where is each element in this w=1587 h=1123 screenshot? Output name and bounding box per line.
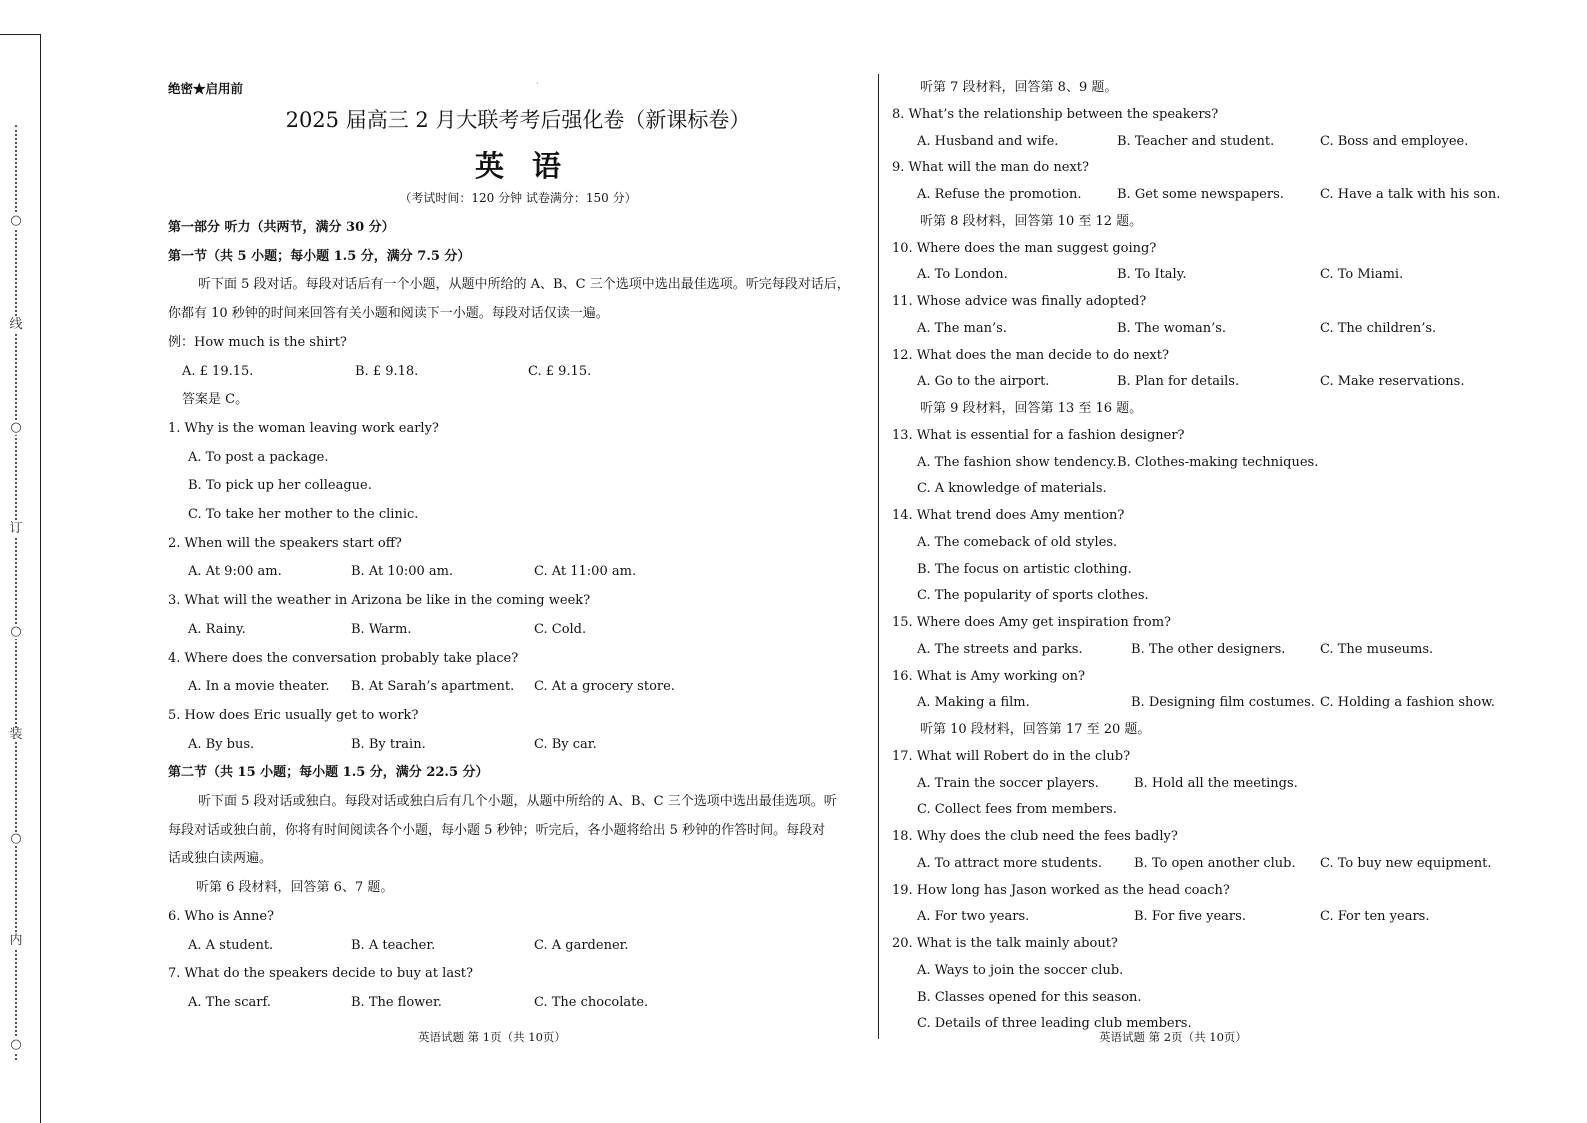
answer-option: C. Have a talk with his son. — [1320, 187, 1501, 202]
section-heading: 第一节（共 5 小题；每小题 1.5 分，满分 7.5 分） — [168, 248, 471, 264]
question-text: 10. Where does the man suggest going? — [892, 240, 1157, 256]
binding-label-inside: 内 — [9, 933, 23, 948]
answer-option: B. Classes opened for this season. — [917, 989, 1142, 1005]
answer-option: B. To Italy. — [1117, 267, 1187, 283]
binding-ring: ○ — [10, 831, 22, 846]
question-text: 7. What do the speakers decide to buy at last? — [168, 966, 473, 982]
answer-option: A. The scarf. — [188, 994, 271, 1010]
question-text: 2. When will the speakers start off? — [168, 535, 402, 551]
instruction-text: 每段对话或独白前，你将有时间阅读各个小题，每小题 5 秒钟；听完后，各小题将给出 5 秒钟的作答时间。每段对 — [168, 822, 826, 838]
answer-option: C. A gardener. — [534, 937, 629, 953]
question-text: 13. What is essential for a fashion designer? — [892, 427, 1185, 443]
answer-option: B. At 10:00 am. — [351, 564, 454, 580]
answer-option: C. The popularity of sports clothes. — [917, 588, 1149, 604]
exam-title: 2025 届高三 2 月大联考考后强化卷（新课标卷） — [285, 108, 751, 132]
answer-option: C. The museums. — [1320, 641, 1434, 657]
answer-option: A. The fashion show tendency. — [917, 454, 1117, 470]
exam-info: （考试时间：120 分钟 试卷满分：150 分） — [399, 191, 637, 205]
answer-option: A. Train the soccer players. — [917, 775, 1099, 791]
answer-option: A. Refuse the promotion. — [917, 187, 1082, 202]
answer-option: B. A teacher. — [351, 937, 436, 953]
listening-material-note: 听第 8 段材料，回答第 10 至 12 题。 — [920, 213, 1143, 229]
answer-option: C. Boss and employee. — [1320, 133, 1469, 149]
answer-option: A. For two years. — [917, 909, 1030, 925]
listening-material-note: 答案是 C。 — [182, 392, 249, 408]
answer-option: B. The flower. — [351, 994, 442, 1010]
binding-ring: ○ — [10, 213, 22, 228]
answer-option: A. To London. — [917, 267, 1008, 283]
question-text: 例：How much is the shirt? — [168, 334, 347, 350]
answer-option: B. For five years. — [1134, 909, 1246, 925]
question-text: 19. How long has Jason worked as the head coach? — [892, 882, 1230, 898]
binding-dotted-line — [15, 125, 17, 1060]
answer-option: B. The other designers. — [1131, 641, 1286, 657]
instruction-text: 听下面 5 段对话。每段对话后有一个小题，从题中所给的 A、B、C 三个选项中选出最佳选项。听完每段对话后， — [198, 277, 850, 293]
answer-option: C. For ten years. — [1320, 909, 1430, 925]
page-footer-left: 英语试题 第 1页（共 10页） — [418, 1030, 566, 1044]
question-text: 4. Where does the conversation probably take place? — [168, 650, 519, 666]
question-text: 14. What trend does Amy mention? — [892, 508, 1125, 523]
binding-ring: ○ — [10, 1037, 22, 1052]
binding-ring: ○ — [10, 624, 22, 639]
answer-option: B. To pick up her colleague. — [188, 478, 372, 494]
question-text: 6. Who is Anne? — [168, 908, 274, 924]
binding-label-bind: 装 — [9, 727, 23, 742]
answer-option: A. Ways to join the soccer club. — [917, 962, 1124, 978]
answer-option: C. At a grocery store. — [534, 679, 675, 695]
answer-option: B. Get some newspapers. — [1117, 187, 1284, 202]
listening-material-note: 听第 7 段材料，回答第 8、9 题。 — [920, 80, 1118, 95]
question-text: 3. What will the weather in Arizona be like in the coming week? — [168, 593, 591, 609]
question-text: 15. Where does Amy get inspiration from? — [892, 615, 1171, 630]
section-heading: 第一部分 听力（共两节，满分 30 分） — [168, 220, 395, 235]
answer-option: A. Go to the airport. — [917, 374, 1050, 390]
answer-option: B. Warm. — [351, 621, 412, 637]
answer-option: C. Collect fees from members. — [917, 802, 1117, 818]
header-dot: · — [536, 79, 539, 88]
answer-option: A. Making a film. — [917, 695, 1030, 711]
answer-option: B. To open another club. — [1134, 855, 1296, 871]
question-text: 5. How does Eric usually get to work? — [168, 707, 419, 723]
instruction-text: 听下面 5 段对话或独白。每段对话或独白后有几个小题，从题中所给的 A、B、C 三个选项中选出最佳选项。听 — [198, 794, 837, 809]
answer-option: B. Teacher and student. — [1117, 133, 1275, 149]
answer-option: C. To take her mother to the clinic. — [188, 507, 419, 522]
answer-option: B. The woman’s. — [1117, 320, 1227, 336]
column-divider — [878, 74, 879, 1039]
answer-option: B. Clothes-making techniques. — [1117, 454, 1319, 470]
binding-bracket — [0, 34, 41, 1123]
answer-option: C. Cold. — [534, 621, 587, 637]
answer-option: A. A student. — [188, 937, 274, 953]
answer-option: C. At 11:00 am. — [534, 564, 637, 580]
page-footer-right: 英语试题 第 2页（共 10页） — [1099, 1030, 1247, 1044]
instruction-text: 话或独白读两遍。 — [168, 851, 273, 867]
answer-option: A. Rainy. — [188, 621, 246, 637]
answer-option: A. In a movie theater. — [188, 679, 330, 695]
binding-label-order: 订 — [9, 521, 23, 536]
answer-option: C. Details of three leading club members. — [917, 1016, 1192, 1032]
answer-option: C. £ 9.15. — [528, 363, 592, 379]
answer-option: B. The focus on artistic clothing. — [917, 561, 1132, 577]
listening-material-note: 听第 10 段材料，回答第 17 至 20 题。 — [920, 722, 1151, 737]
subject-title: 英语 — [474, 149, 589, 183]
question-text: 20. What is the talk mainly about? — [892, 936, 1118, 951]
answer-option: A. The streets and parks. — [917, 641, 1083, 657]
answer-option: A. Husband and wife. — [917, 133, 1059, 149]
answer-option: A. The man’s. — [917, 320, 1007, 336]
confidential-label: 绝密★启用前 — [168, 81, 244, 96]
question-text: 8. What’s the relationship between the speakers? — [892, 106, 1219, 122]
answer-option: C. A knowledge of materials. — [917, 481, 1107, 497]
answer-option: C. Make reservations. — [1320, 374, 1465, 390]
answer-option: C. To buy new equipment. — [1320, 855, 1492, 871]
answer-option: B. Plan for details. — [1117, 374, 1240, 390]
answer-option: B. By train. — [351, 736, 426, 752]
answer-option: B. Hold all the meetings. — [1134, 775, 1298, 791]
question-text: 11. Whose advice was finally adopted? — [892, 294, 1147, 309]
answer-option: C. The children’s. — [1320, 320, 1437, 336]
section-heading: 第二节（共 15 小题；每小题 1.5 分，满分 22.5 分） — [168, 765, 489, 781]
binding-label-line: 线 — [9, 317, 23, 332]
answer-option: B. £ 9.18. — [355, 363, 419, 379]
question-text: 1. Why is the woman leaving work early? — [168, 420, 439, 436]
question-text: 9. What will the man do next? — [892, 160, 1089, 176]
question-text: 18. Why does the club need the fees badly? — [892, 829, 1178, 844]
instruction-text: 你都有 10 秒钟的时间来回答有关小题和阅读下一小题。每段对话仅读一遍。 — [168, 306, 609, 322]
question-text: 12. What does the man decide to do next? — [892, 347, 1169, 363]
answer-option: C. To Miami. — [1320, 267, 1404, 283]
answer-option: A. To post a package. — [188, 449, 329, 465]
answer-option: A. The comeback of old styles. — [917, 534, 1118, 550]
question-text: 16. What is Amy working on? — [892, 668, 1086, 684]
answer-option: A. At 9:00 am. — [188, 564, 282, 580]
answer-option: A. £ 19.15. — [182, 363, 254, 379]
answer-option: C. The chocolate. — [534, 994, 649, 1010]
listening-material-note: 听第 9 段材料，回答第 13 至 16 题。 — [920, 401, 1143, 416]
binding-ring: ○ — [10, 420, 22, 435]
listening-material-note: 听第 6 段材料，回答第 6、7 题。 — [196, 880, 394, 896]
binding-margin — [0, 0, 42, 1122]
answer-option: A. By bus. — [188, 736, 255, 752]
answer-option: B. At Sarah’s apartment. — [351, 679, 515, 695]
answer-option: C. Holding a fashion show. — [1320, 695, 1495, 711]
answer-option: A. To attract more students. — [917, 855, 1102, 871]
answer-option: C. By car. — [534, 736, 597, 752]
question-text: 17. What will Robert do in the club? — [892, 748, 1131, 764]
answer-option: B. Designing film costumes. — [1131, 695, 1315, 711]
